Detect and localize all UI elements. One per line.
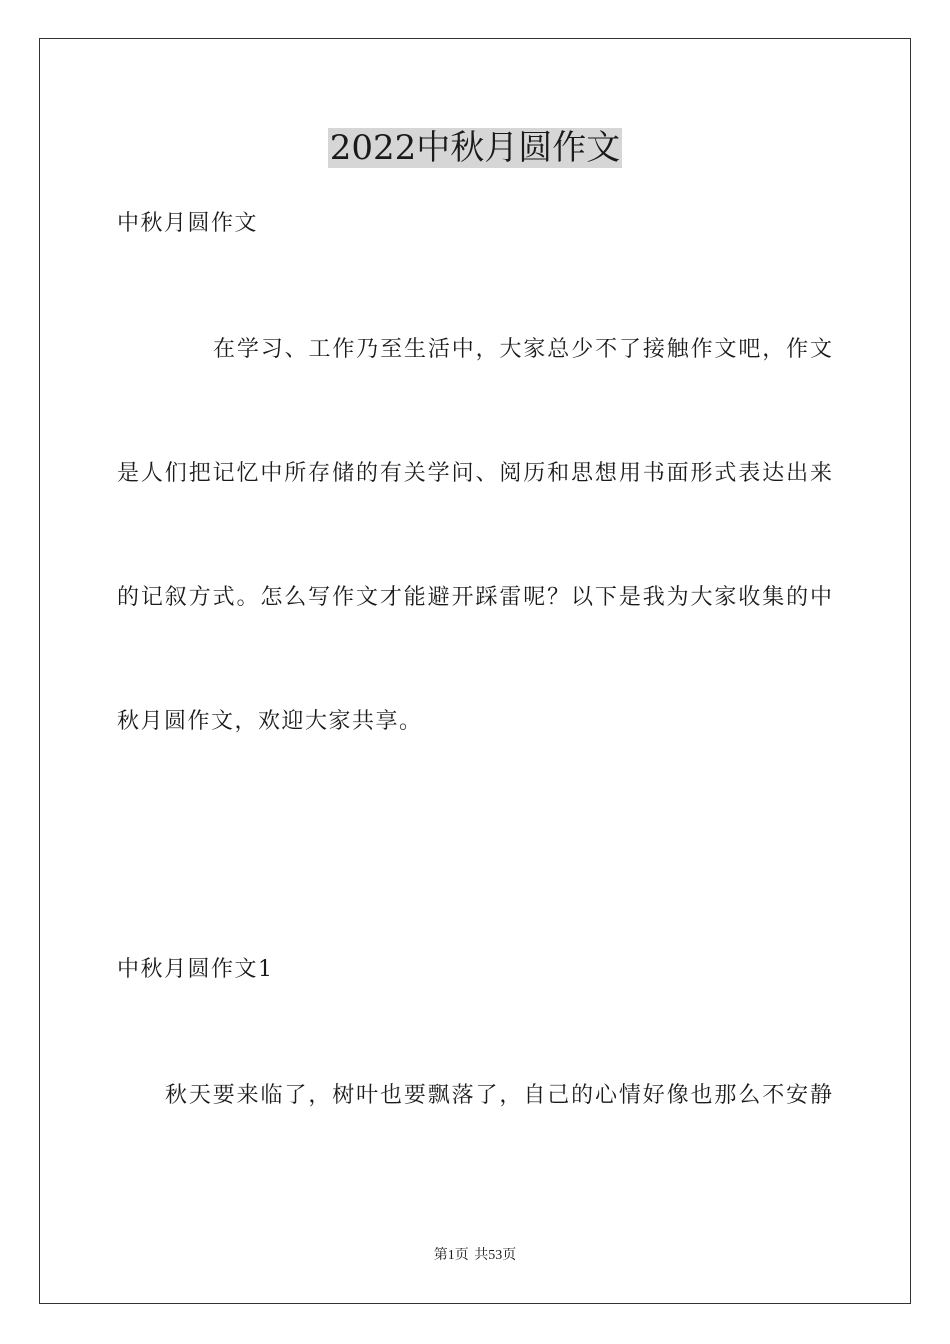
paragraph-line: 秋天要来临了，树叶也要飘落了，自己的心情好像也那么不安静	[165, 1083, 832, 1108]
section-heading: 中秋月圆作文1	[117, 957, 274, 982]
paragraph-line: 秋月圆作文，欢迎大家共享。	[117, 709, 423, 734]
page-footer: 第1页 共53页	[433, 1248, 517, 1263]
subtitle-line: 中秋月圆作文	[117, 211, 259, 236]
paragraph-line: 是人们把记忆中所存储的有关学问、阅历和思想用书面形式表达出来	[117, 461, 832, 486]
document-title-text: 2022中秋月圆作文	[329, 128, 621, 168]
paragraph-line: 的记叙方式。怎么写作文才能避开踩雷呢？以下是我为大家收集的中	[117, 585, 832, 610]
document-title	[0, 126, 950, 170]
paragraph-line: 在学习、工作乃至生活中，大家总少不了接触作文吧，作文	[213, 337, 832, 362]
